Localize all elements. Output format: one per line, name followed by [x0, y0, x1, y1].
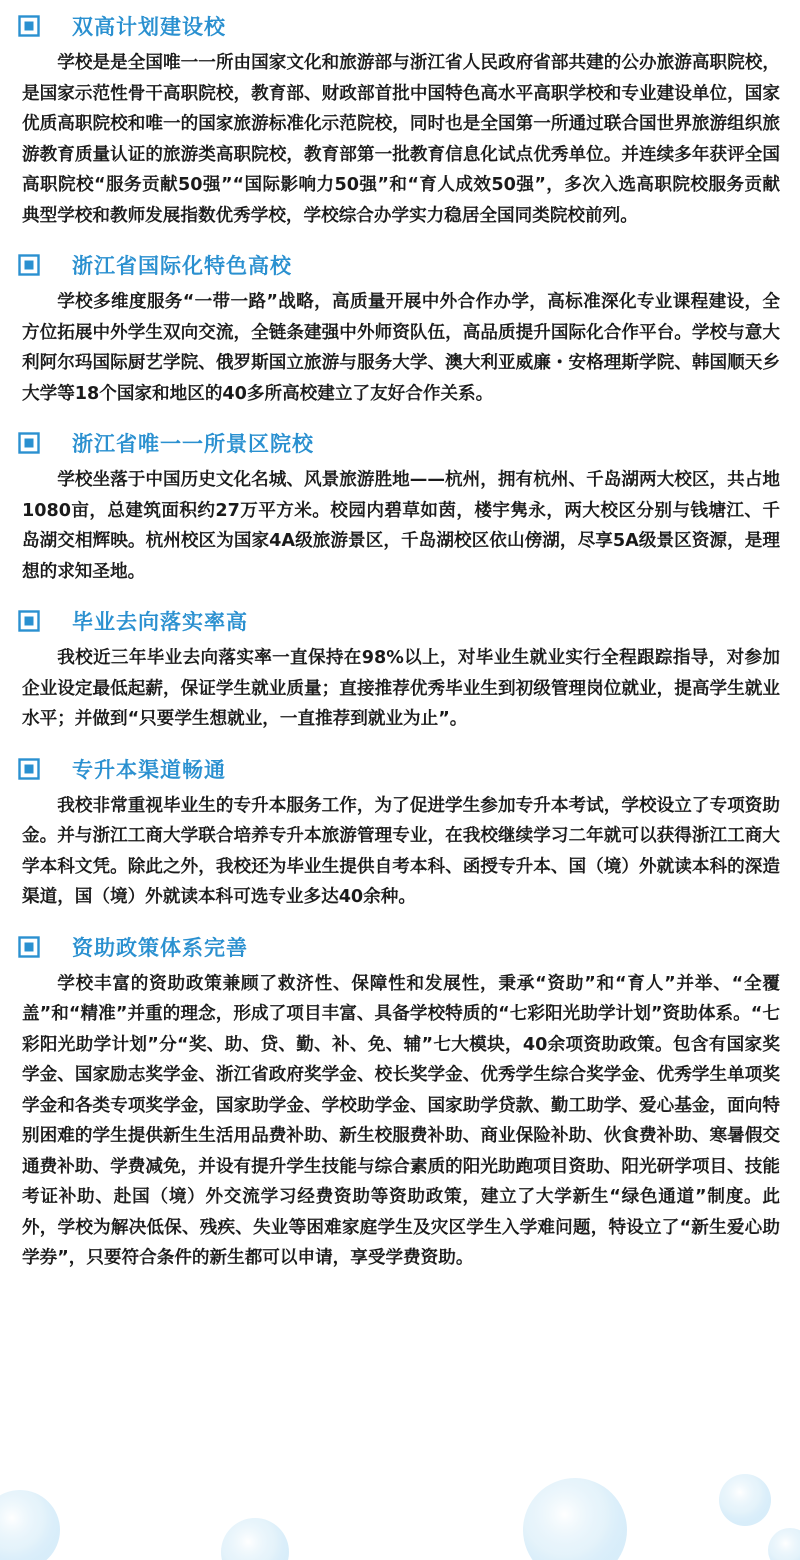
section-employment	[18, 603, 782, 735]
section-title: 浙江省国际化特色高校	[72, 254, 292, 278]
section-international	[18, 247, 782, 409]
section-square-icon	[18, 610, 40, 632]
section-title: 双高计划建设校	[72, 15, 226, 39]
section-square-icon	[18, 432, 40, 454]
section-square-icon	[18, 758, 40, 780]
section-upgrade-pathway	[18, 751, 782, 913]
section-paragraph: 学校是是全国唯一一所由国家文化和旅游部与浙江省人民政府省部共建的公办旅游高职院校，是国家示范性骨干高职院校，教育部、财政部首批中国特色高水平高职学校和专业建设单位，国家优质高职院校和唯一的国家旅游标准化示范院校，同时也是全国第一所通过联合国世界旅游组织旅游教育质量认证的旅游类高职院校，教育部第一批教育信息化试点优秀单位。并连续多年获评全国高职院校“服务贡献50强”“国际影响力50强”和“育人成效50强”，多次入选高职院校服务贡献典型学校和教师发展指数优秀学校，学校综合办学实力稳居全国同类院校前列。	[22, 53, 780, 226]
section-title: 毕业去向落实率高	[72, 610, 248, 634]
section-scenic-campus	[18, 425, 782, 587]
section-header	[18, 8, 782, 44]
section-double-high-plan	[18, 8, 782, 231]
section-paragraph: 学校坐落于中国历史文化名城、风景旅游胜地——杭州，拥有杭州、千岛湖两大校区，共占地1080亩，总建筑面积约27万平方米。校园内碧草如茵，楼宇隽永，两大校区分别与钱塘江、千岛湖交相辉映。杭州校区为国家4A级旅游景区，千岛湖校区依山傍湖，尽享5A级景区资源，是理想的求知圣地。	[22, 470, 780, 582]
section-title: 专升本渠道畅通	[72, 757, 226, 782]
section-square-icon	[18, 254, 40, 276]
section-header	[18, 929, 782, 965]
section-square-icon	[18, 936, 40, 958]
section-paragraph: 我校近三年毕业去向落实率一直保持在98%以上，对毕业生就业实行全程跟踪指导，对参加企业设定最低起薪，保证学生就业质量；直接推荐优秀毕业生到初级管理岗位就业，提高学生就业水平；并做到“只要学生想就业，一直推荐到就业为止”。	[22, 648, 780, 729]
section-title: 浙江省唯一一所景区院校	[72, 432, 314, 456]
section-paragraph: 学校丰富的资助政策兼顾了救济性、保障性和发展性，秉承“资助”和“育人”并举、“全覆盖”和“精准”并重的理念，形成了项目丰富、具备学校特质的“七彩阳光助学计划”资助体系。“七彩阳光助学计划”分“奖、助、贷、勤、补、免、辅”七大模块，40余项资助政策。包含有国家奖学金、国家励志奖学金、浙江省政府奖学金、校长奖学金、优秀学生综合奖学金、优秀学生单项奖学金和各类专项奖学金，国家助学金、学校助学金、国家助学贷款、勤工助学、爱心基金，面向特别困难的学生提供新生生活用品费补助、新生校服费补助、商业保险补助、伙食费补助、寒暑假交通费补助、学费减免，并设有提升学生技能与综合素质的阳光助跑项目资助、阳光研学项目、技能考证补助、赴国（境）外交流学习经费资助等资助政策，建立了大学新生“绿色通道”制度。此外，学校为解决低保、残疾、失业等困难家庭学生及灾区学生入学难问题，特设立了“新生爱心助学券”，只要符合条件的新生都可以申请，享受学费资助。	[22, 973, 780, 1268]
section-paragraph: 学校多维度服务“一带一路”战略，高质量开展中外合作办学，高标准深化专业课程建设，全方位拓展中外学生双向交流，全链条建强中外师资队伍，高品质提升国际化合作平台。学校与意大利阿尔玛国际厨艺学院、俄罗斯国立旅游与服务大学、澳大利亚威廉・安格理斯学院、韩国顺天乡大学等18个国家和地区的40多所高校建立了友好合作关系。	[22, 292, 780, 404]
section-financial-aid	[18, 929, 782, 1274]
section-title: 资助政策体系完善	[72, 935, 248, 960]
section-header	[18, 751, 782, 787]
section-paragraph: 我校非常重视毕业生的专升本服务工作，为了促进学生参加专升本考试，学校设立了专项资助金。并与浙江工商大学联合培养专升本旅游管理专业，在我校继续学习二年就可以获得浙江工商大学本科文凭。除此之外，我校还为毕业生提供自考本科、函授专升本、国（境）外就读本科的深造渠道，国（境）外就读本科可选专业多达40余种。	[22, 795, 780, 907]
bubble-decoration	[0, 1380, 800, 1560]
section-header	[18, 247, 782, 283]
section-header	[18, 425, 782, 461]
section-square-icon	[18, 15, 40, 37]
section-header	[18, 603, 782, 639]
